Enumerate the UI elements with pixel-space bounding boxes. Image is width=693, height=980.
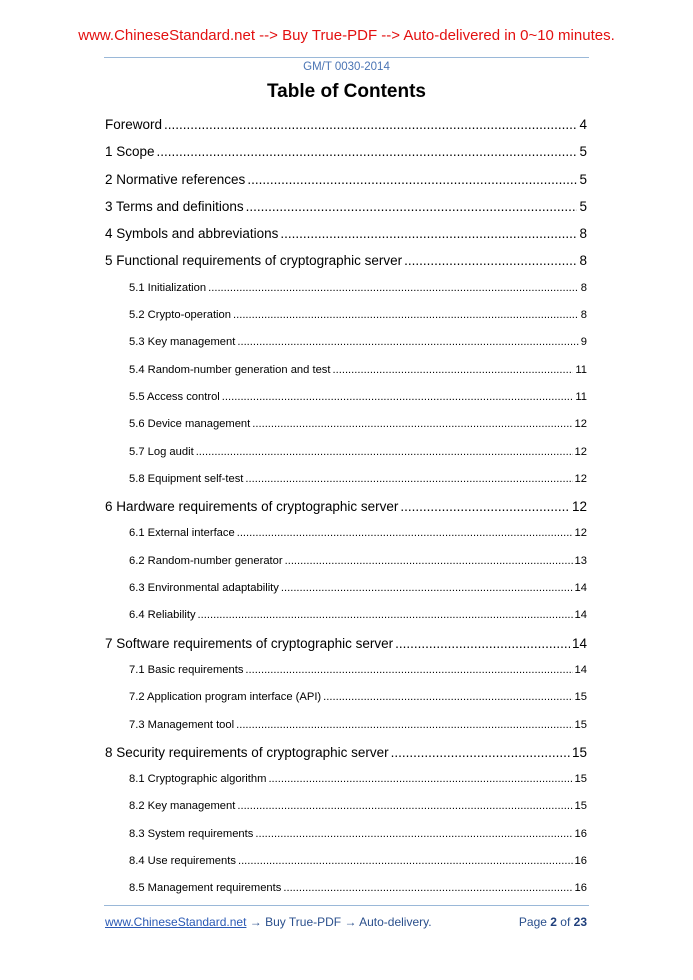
toc-entry-page: 12 bbox=[574, 472, 587, 485]
toc-leader-dots bbox=[196, 442, 573, 463]
toc-leader-dots bbox=[237, 523, 573, 544]
toc-leader-dots bbox=[400, 496, 570, 517]
toc-leader-dots bbox=[268, 769, 572, 790]
toc-entry[interactable] bbox=[105, 442, 587, 469]
toc-entry[interactable] bbox=[105, 250, 587, 277]
footer-site-link[interactable]: www.ChineseStandard.net bbox=[105, 915, 247, 929]
page-title: Table of Contents bbox=[266, 81, 427, 102]
toc-entry[interactable] bbox=[105, 496, 587, 523]
toc-entry-page: 12 bbox=[571, 499, 587, 515]
header-banner bbox=[0, 27, 693, 73]
toc-entry[interactable] bbox=[105, 605, 587, 632]
toc-entry-label: 8.4 Use requirements bbox=[129, 855, 236, 868]
toc-entry-page: 15 bbox=[574, 718, 587, 731]
toc-entry-label: 6.2 Random-number generator bbox=[129, 554, 283, 567]
toc-entry-page: 16 bbox=[574, 855, 587, 868]
toc-leader-dots bbox=[237, 796, 572, 817]
toc-entry[interactable] bbox=[105, 578, 587, 605]
toc-entry[interactable] bbox=[105, 824, 587, 851]
toc-entry[interactable] bbox=[105, 796, 587, 823]
toc-entry[interactable] bbox=[105, 687, 587, 714]
toc-entry-label: 6 Hardware requirements of cryptographic server bbox=[105, 499, 399, 515]
toc-entry-label: 5.6 Device management bbox=[129, 418, 251, 431]
toc-entry-page: 13 bbox=[574, 554, 587, 567]
toc-entry-label: 5.4 Random-number generation and test bbox=[129, 363, 331, 376]
toc-entry-label: 4 Symbols and abbreviations bbox=[105, 226, 279, 242]
toc-leader-dots bbox=[255, 824, 572, 845]
toc-entry[interactable] bbox=[105, 660, 587, 687]
toc-entry-page: 15 bbox=[574, 800, 587, 813]
toc-entry[interactable] bbox=[105, 769, 587, 796]
toc-entry-label: 5.1 Initialization bbox=[129, 281, 207, 294]
toc-entry-page: 9 bbox=[580, 336, 587, 349]
toc-entry-page: 8 bbox=[579, 226, 587, 242]
toc-entry[interactable] bbox=[105, 742, 587, 769]
toc-entry[interactable] bbox=[105, 633, 587, 660]
toc-entry-label: 5.8 Equipment self-test bbox=[129, 472, 244, 485]
toc-entry-label: 8.2 Key management bbox=[129, 800, 236, 813]
toc-entry-label: 5.5 Access control bbox=[129, 390, 220, 403]
footer-tagline: → Buy True-PDF → Auto-delivery. bbox=[246, 915, 432, 929]
toc-entry[interactable] bbox=[105, 114, 587, 141]
toc-entry-page: 16 bbox=[574, 827, 587, 840]
toc-leader-dots bbox=[157, 141, 578, 162]
toc-entry-page: 12 bbox=[574, 445, 587, 458]
toc-entry-page: 15 bbox=[571, 744, 587, 760]
toc-entry[interactable] bbox=[105, 414, 587, 441]
toc-leader-dots bbox=[333, 360, 574, 381]
toc-entry-page: 12 bbox=[574, 527, 587, 540]
toc-entry-label: 7.3 Management tool bbox=[129, 718, 235, 731]
toc-leader-dots bbox=[395, 633, 570, 654]
toc-leader-dots bbox=[164, 114, 577, 135]
promo-banner-link[interactable]: www.ChineseStandard.net --> Buy True-PDF --> Auto-delivered in 0~10 minutes. bbox=[78, 27, 615, 44]
document-code: GM/T 0030-2014 bbox=[303, 61, 390, 73]
page-of: of bbox=[556, 915, 574, 929]
toc-entry-page: 14 bbox=[574, 582, 587, 595]
toc-leader-dots bbox=[222, 387, 574, 408]
toc-entry-label: 1 Scope bbox=[105, 144, 155, 160]
toc-leader-dots bbox=[323, 687, 572, 708]
page-indicator bbox=[519, 915, 587, 929]
toc-entry-page: 5 bbox=[579, 198, 587, 214]
toc-entry[interactable] bbox=[105, 360, 587, 387]
toc-entry[interactable] bbox=[105, 141, 587, 168]
toc-entry[interactable] bbox=[105, 196, 587, 223]
footer bbox=[105, 915, 587, 929]
toc-entry[interactable] bbox=[105, 278, 587, 305]
toc-leader-dots bbox=[233, 305, 579, 326]
toc-leader-dots bbox=[236, 715, 572, 736]
page-current: 2 bbox=[550, 915, 557, 929]
toc-entry[interactable] bbox=[105, 851, 587, 878]
toc-leader-dots bbox=[252, 414, 572, 435]
toc-entry-label: 6.4 Reliability bbox=[129, 609, 196, 622]
toc-entry-label: 8.1 Cryptographic algorithm bbox=[129, 773, 267, 786]
toc-entry-label: 5.3 Key management bbox=[129, 336, 236, 349]
toc-entry[interactable] bbox=[105, 169, 587, 196]
toc-entry-page: 12 bbox=[574, 418, 587, 431]
toc-entry-page: 4 bbox=[579, 117, 587, 132]
toc-entry-label: 8.5 Management requirements bbox=[129, 882, 282, 895]
toc-leader-dots bbox=[208, 278, 579, 299]
toc-leader-dots bbox=[246, 196, 578, 217]
toc-entry-label: 3 Terms and definitions bbox=[105, 198, 244, 214]
toc-entry-page: 15 bbox=[574, 691, 587, 704]
toc-entry-page: 15 bbox=[574, 773, 587, 786]
toc-entry-label: 7 Software requirements of cryptographic server bbox=[105, 635, 394, 651]
toc-entry-label: 7.1 Basic requirements bbox=[129, 663, 244, 676]
toc-entry-label: 5.2 Crypto-operation bbox=[129, 309, 231, 322]
toc-entry[interactable] bbox=[105, 332, 587, 359]
toc-entry-page: 8 bbox=[580, 281, 587, 294]
header-divider bbox=[104, 57, 589, 58]
toc-entry-page: 16 bbox=[574, 882, 587, 895]
table-of-contents bbox=[105, 114, 587, 906]
toc-entry-label: Foreword bbox=[105, 117, 163, 132]
toc-entry-page: 11 bbox=[575, 390, 587, 403]
toc-leader-dots bbox=[237, 332, 578, 353]
toc-leader-dots bbox=[245, 469, 572, 490]
toc-entry-page: 5 bbox=[579, 144, 587, 160]
toc-entry[interactable] bbox=[105, 223, 587, 250]
footer-divider bbox=[104, 905, 589, 906]
toc-entry-label: 8 Security requirements of cryptographic server bbox=[105, 744, 389, 760]
toc-entry-label: 2 Normative references bbox=[105, 171, 246, 187]
toc-entry-page: 8 bbox=[580, 309, 587, 322]
toc-entry[interactable] bbox=[105, 715, 587, 742]
toc-leader-dots bbox=[281, 578, 573, 599]
toc-entry-label: 5 Functional requirements of cryptographic server bbox=[105, 253, 403, 269]
toc-entry[interactable] bbox=[105, 469, 587, 496]
toc-leader-dots bbox=[280, 223, 577, 244]
toc-leader-dots bbox=[238, 851, 573, 872]
toc-entry-label: 8.3 System requirements bbox=[129, 827, 254, 840]
toc-leader-dots bbox=[404, 250, 577, 271]
toc-leader-dots bbox=[391, 742, 570, 763]
toc-entry-page: 5 bbox=[579, 171, 587, 187]
page-total: 23 bbox=[573, 915, 587, 929]
toc-leader-dots bbox=[247, 169, 577, 190]
toc-entry-page: 14 bbox=[574, 609, 587, 622]
toc-leader-dots bbox=[283, 878, 572, 899]
toc-entry[interactable] bbox=[105, 878, 587, 905]
toc-leader-dots bbox=[198, 605, 573, 626]
toc-entry[interactable] bbox=[105, 551, 587, 578]
toc-entry-label: 6.1 External interface bbox=[129, 527, 235, 540]
toc-leader-dots bbox=[245, 660, 572, 681]
toc-entry[interactable] bbox=[105, 387, 587, 414]
toc-entry-page: 14 bbox=[574, 663, 587, 676]
toc-entry-label: 5.7 Log audit bbox=[129, 445, 194, 458]
toc-leader-dots bbox=[285, 551, 573, 572]
toc-entry-label: 6.3 Environmental adaptability bbox=[129, 582, 279, 595]
toc-entry-page: 8 bbox=[579, 253, 587, 269]
toc-entry[interactable] bbox=[105, 523, 587, 550]
toc-entry-page: 14 bbox=[571, 635, 587, 651]
toc-entry-page: 11 bbox=[575, 363, 587, 376]
toc-entry-label: 7.2 Application program interface (API) bbox=[129, 691, 322, 704]
toc-entry[interactable] bbox=[105, 305, 587, 332]
page-prefix: Page bbox=[518, 915, 551, 929]
